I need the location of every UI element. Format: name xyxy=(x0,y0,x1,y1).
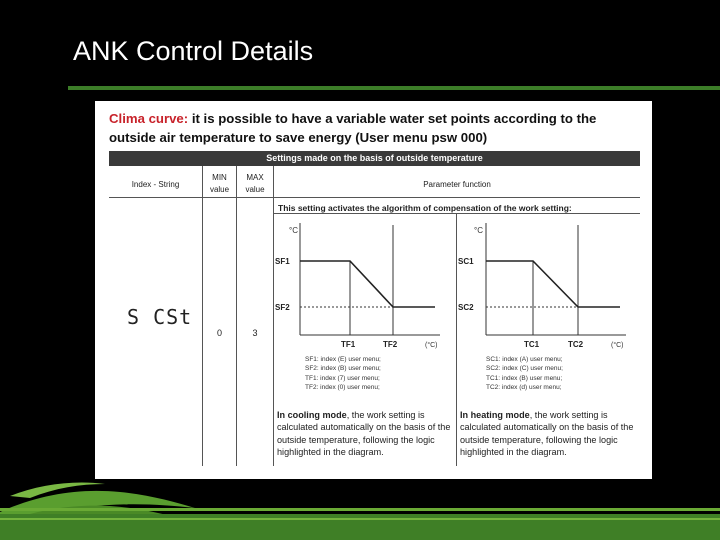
max-value: 3 xyxy=(252,328,258,338)
sc2-label: SC2 xyxy=(458,303,474,312)
tf2-label: TF2 xyxy=(383,340,398,349)
cooling-legend xyxy=(305,355,381,392)
table-divider xyxy=(273,166,274,466)
cooling-mode-description xyxy=(277,409,453,459)
column-header-parameter: Parameter function xyxy=(423,180,491,189)
heating-curve xyxy=(486,261,620,307)
min-value: 0 xyxy=(216,328,222,338)
sf1-label: SF1 xyxy=(275,257,290,266)
legend-item: TC2: index (d) user menu; xyxy=(486,383,562,391)
headline-text: it is possible to have a variable water set points according to the outside air temperature to save energy (User menu psw 000) xyxy=(109,111,597,145)
tf1-label: TF1 xyxy=(341,340,356,349)
table-divider xyxy=(202,166,203,466)
cooling-mode-text: , the work setting is calculated automatically on the basis of the outside temperature, following the logic highlighted in the diagram. xyxy=(277,410,451,458)
headline-red-label: Clima curve: xyxy=(109,111,189,126)
table-header-bar: Settings made on the basis of outside temperature xyxy=(109,151,640,166)
algorithm-description: This setting activates the algorithm of compensation of the work setting: xyxy=(278,203,572,213)
heating-mode-description xyxy=(460,409,640,459)
sf2-label: SF2 xyxy=(275,303,290,312)
cooling-x-label: (°C) xyxy=(425,342,438,349)
footer-band xyxy=(0,500,720,540)
clima-curve-headline xyxy=(109,109,639,147)
column-header-max: MAX value xyxy=(245,173,265,194)
heating-legend xyxy=(486,355,563,392)
table-divider xyxy=(109,197,640,198)
heating-mode-title: In heating mode xyxy=(460,410,530,420)
column-header-index: Index - String xyxy=(131,180,180,189)
cooling-y-label: °C xyxy=(289,226,298,235)
footer-highlight xyxy=(0,518,720,520)
table-divider xyxy=(456,213,457,466)
table-divider xyxy=(236,166,237,466)
legend-item: SC2: index (C) user menu; xyxy=(486,365,563,373)
heating-x-label: (°C) xyxy=(611,342,624,349)
slide-title: ANK Control Details xyxy=(73,36,314,66)
title-underline xyxy=(68,86,720,90)
legend-item: SF2: index (B) user menu; xyxy=(305,365,381,373)
index-code: S CSt xyxy=(127,305,193,329)
heating-mode-text: , the work setting is calculated automatically on the basis of the outside temperature, following the logic highlighted in the diagram. xyxy=(460,410,634,458)
cooling-diagram xyxy=(275,215,455,353)
document-image xyxy=(95,101,652,479)
tc1-label: TC1 xyxy=(524,340,540,349)
tc2-label: TC2 xyxy=(568,340,584,349)
cooling-curve xyxy=(300,261,435,307)
footer-bar xyxy=(0,514,720,540)
legend-item: SF1: index (E) user menu; xyxy=(305,356,381,363)
legend-item: TF1: index (7) user menu; xyxy=(305,374,380,382)
heating-diagram xyxy=(458,215,640,353)
sc1-label: SC1 xyxy=(458,257,474,266)
cooling-mode-title: In cooling mode xyxy=(277,410,347,420)
heating-y-label: °C xyxy=(474,226,483,235)
legend-item: SC1: index (A) user menu; xyxy=(486,356,563,363)
footer-line xyxy=(0,508,720,511)
legend-item: TC1: index (B) user menu; xyxy=(486,374,563,382)
legend-item: TF2: index (0) user menu; xyxy=(305,383,380,391)
column-header-min: MIN value xyxy=(209,173,230,194)
